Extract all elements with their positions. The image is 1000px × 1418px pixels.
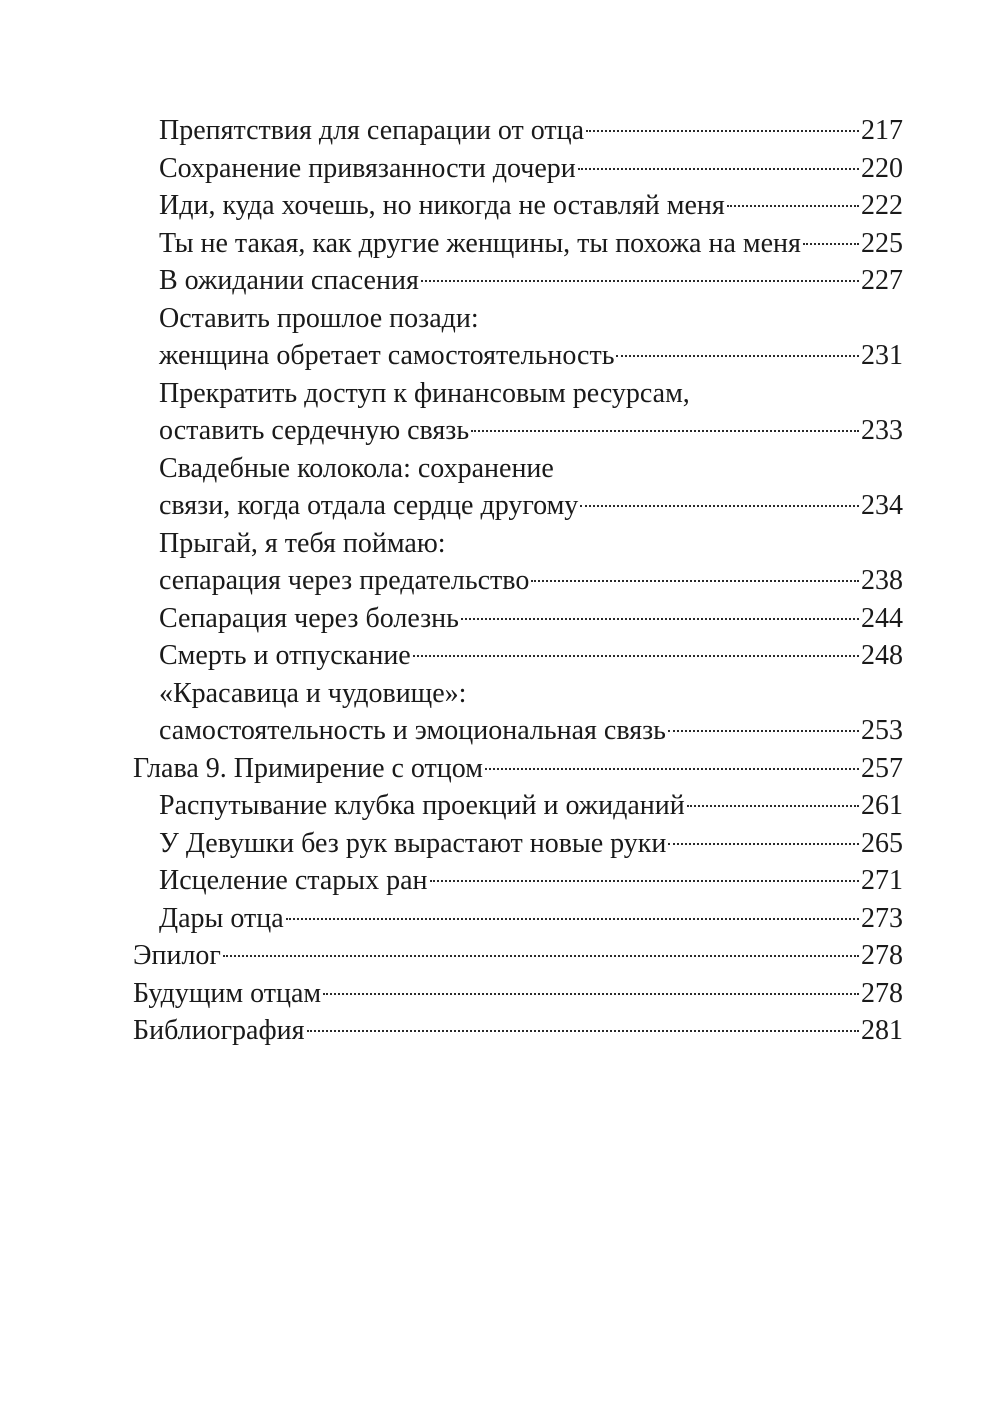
toc-entry-title: Глава 9. Примирение с отцом: [133, 752, 483, 784]
dot-leader: [323, 993, 859, 995]
toc-entry-title-line: Прыгай, я тебя поймаю:: [159, 527, 446, 559]
toc-subentry[interactable]: [133, 112, 903, 150]
toc-page-number: 265: [861, 827, 903, 859]
toc-subentry[interactable]: [133, 900, 903, 938]
toc-entry-title-line: «Красавица и чудовище»:: [159, 677, 467, 709]
toc-page-number: 257: [861, 752, 903, 784]
dot-leader: [578, 168, 859, 170]
dot-leader: [687, 805, 859, 807]
toc-page-number: 217: [861, 115, 903, 146]
toc-entry[interactable]: [133, 1012, 903, 1050]
toc-subentry[interactable]: [133, 187, 903, 225]
toc-entry-line: [133, 750, 903, 788]
toc-page-number: 244: [861, 602, 903, 634]
toc-entry-line: [159, 862, 903, 900]
toc-entry-title: Сохранение привязанности дочери: [159, 152, 576, 184]
toc-page-number: 278: [861, 940, 903, 971]
toc-entry-title: Иди, куда хочешь, но никогда не оставляй меня: [159, 190, 725, 221]
dot-leader: [286, 918, 859, 920]
toc-entry-title-line: Оставить прошлое позади:: [159, 302, 479, 334]
toc-entry-line: [159, 900, 903, 938]
dot-leader: [668, 730, 859, 732]
toc-entry-title: В ожидании спасения: [159, 265, 419, 296]
toc-page-number: 231: [861, 340, 903, 371]
toc-entry-title: связи, когда отдала сердце другому: [159, 490, 579, 521]
dot-leader: [668, 843, 859, 845]
toc-page-number: 227: [861, 265, 903, 296]
dot-leader: [485, 768, 859, 770]
toc-entry-line: [159, 562, 903, 600]
toc-subentry[interactable]: [133, 450, 903, 525]
toc-entry-line: [159, 412, 903, 450]
toc-entry-line: [159, 712, 903, 750]
toc-entry-title: Дары отца: [159, 902, 284, 934]
dot-leader: [461, 618, 859, 620]
toc-entry-line: [159, 787, 903, 825]
table-of-contents: [133, 112, 903, 1050]
toc-entry-line: [133, 1012, 903, 1050]
toc-entry-line: [159, 487, 903, 525]
toc-entry-title: оставить сердечную связь: [159, 415, 470, 446]
dot-leader: [727, 205, 859, 207]
toc-entry-title: Будущим отцам: [133, 977, 322, 1009]
dot-leader: [616, 355, 859, 357]
toc-entry[interactable]: [133, 975, 903, 1013]
toc-subentry[interactable]: [133, 225, 903, 263]
toc-entry-line: [159, 150, 903, 188]
toc-entry-title: Ты не такая, как другие женщины, ты похожа на меня: [159, 227, 801, 259]
toc-entry-title: женщина обретает самостоятельность: [159, 340, 615, 371]
dot-leader: [803, 243, 859, 245]
toc-entry-title: Распутывание клубка проекций и ожиданий: [159, 790, 685, 821]
toc-page-number: 281: [861, 1015, 903, 1046]
toc-page-number: 253: [861, 715, 903, 746]
dot-leader: [413, 655, 859, 657]
toc-entry-line: [159, 637, 903, 675]
toc-entry-title: самостоятельность и эмоциональная связь: [159, 715, 666, 746]
toc-entry-title: У Девушки без рук вырастают новые руки: [159, 827, 667, 859]
toc-page-number: 248: [861, 640, 903, 671]
dot-leader: [421, 280, 859, 282]
toc-entry-line: [159, 187, 903, 225]
toc-subentry[interactable]: [133, 600, 903, 638]
toc-entry-title: Сепарация через болезнь: [159, 602, 459, 634]
toc-entry-title-line: Прекратить доступ к финансовым ресурсам,: [159, 377, 690, 409]
dot-leader: [531, 580, 859, 582]
toc-entry-title: Препятствия для сепарации от отца: [159, 115, 585, 146]
toc-page-number: 273: [861, 902, 903, 934]
toc-subentry[interactable]: [133, 862, 903, 900]
toc-subentry[interactable]: [133, 150, 903, 188]
toc-subentry[interactable]: [133, 637, 903, 675]
toc-subentry[interactable]: [133, 375, 903, 450]
dot-leader: [430, 880, 859, 882]
toc-page-number: 233: [861, 415, 903, 446]
toc-entry-line: [133, 975, 903, 1013]
dot-leader: [307, 1030, 860, 1032]
toc-entry-line: [159, 112, 903, 150]
toc-entry-title: Исцеление старых ран: [159, 865, 428, 896]
toc-entry-line: [159, 825, 903, 863]
toc-subentry[interactable]: [133, 825, 903, 863]
dot-leader: [471, 430, 859, 432]
toc-page-number: 271: [861, 865, 903, 896]
toc-page-number: 225: [861, 227, 903, 259]
dot-leader: [580, 505, 859, 507]
toc-subentry[interactable]: [133, 300, 903, 375]
dot-leader: [223, 955, 859, 957]
toc-page-number: 222: [861, 190, 903, 221]
toc-entry-title: Смерть и отпускание: [159, 640, 411, 671]
toc-page-number: 238: [861, 565, 903, 596]
toc-entry[interactable]: [133, 937, 903, 975]
toc-entry-title: Библиография: [133, 1015, 305, 1046]
toc-page-number: 278: [861, 977, 903, 1009]
toc-entry-title: сепарация через предательство: [159, 565, 530, 596]
toc-subentry[interactable]: [133, 787, 903, 825]
toc-subentry[interactable]: [133, 262, 903, 300]
toc-entry-line: [159, 225, 903, 263]
toc-page-number: 261: [861, 790, 903, 821]
toc-entry-line: [159, 337, 903, 375]
toc-subentry[interactable]: [133, 525, 903, 600]
dot-leader: [586, 130, 859, 132]
toc-entry-line: [159, 600, 903, 638]
toc-subentry[interactable]: [133, 675, 903, 750]
toc-page-number: 220: [861, 152, 903, 184]
toc-entry[interactable]: [133, 750, 903, 788]
toc-entry-line: [159, 262, 903, 300]
toc-entry-line: [133, 937, 903, 975]
toc-entry-title: Эпилог: [133, 940, 221, 971]
toc-entry-title-line: Свадебные колокола: сохранение: [159, 452, 554, 484]
toc-page-number: 234: [861, 490, 903, 521]
